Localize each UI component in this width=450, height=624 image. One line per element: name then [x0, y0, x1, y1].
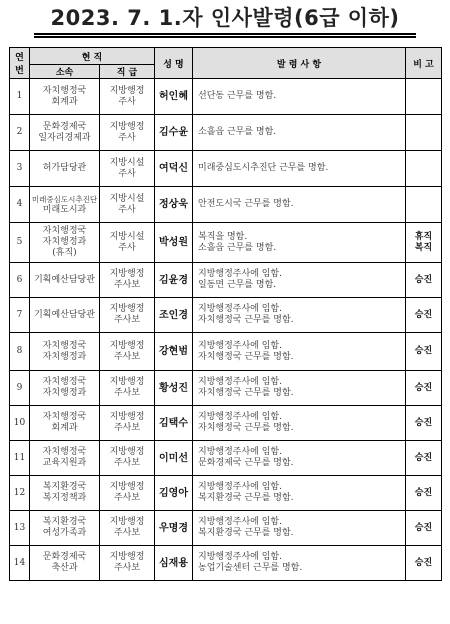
row-department-line: 일자리경제과: [38, 132, 91, 143]
personnel-table: [9, 47, 442, 581]
row-order-line: 지방행정주사에 임함.: [198, 340, 282, 351]
row-rank-line: 지방시설: [109, 231, 145, 242]
row-department: [30, 151, 100, 187]
table-row: [10, 151, 442, 187]
row-rank: [100, 263, 155, 298]
row-order-line: 지방행정주사에 임함.: [198, 377, 282, 387]
row-order: [193, 476, 406, 511]
header-current-position: 현 직: [30, 48, 155, 65]
row-order-line: 소흘읍 근무를 명함.: [198, 127, 277, 137]
row-order-line: 복직을 명함.: [198, 231, 248, 242]
row-order: [193, 371, 406, 406]
row-order: [193, 79, 406, 115]
row-order: [193, 406, 406, 441]
row-note-line: 승진: [414, 382, 433, 393]
row-department: [30, 476, 100, 511]
row-note: [406, 371, 442, 406]
row-order-line: 안전도시국 근무를 명함.: [198, 199, 294, 209]
header-name: 성 명: [155, 48, 193, 79]
row-rank-line: 주사보: [113, 315, 141, 325]
row-department-line: 자치행정국: [42, 226, 87, 236]
row-department-line: 허가담당관: [42, 163, 87, 173]
row-rank-line: 지방행정: [109, 552, 145, 562]
row-number: 8: [10, 333, 30, 371]
row-rank-line: 주사: [118, 168, 136, 179]
row-rank: [100, 115, 155, 151]
row-rank: [100, 441, 155, 476]
row-name: 김윤경: [155, 263, 193, 298]
row-department-line: 미래중심도시추진단: [31, 194, 98, 204]
row-order-line: 문화경제국 근무를 명함.: [198, 458, 294, 468]
table-row: [10, 476, 442, 511]
row-rank-line: 지방행정: [109, 412, 145, 422]
table-row: [10, 263, 442, 298]
row-department-line: (휴직): [52, 248, 77, 258]
row-name: 이미선: [155, 441, 193, 476]
row-rank-line: 지방행정: [109, 447, 145, 457]
row-order-line: 미래중심도시추진단 근무를 명함.: [198, 163, 329, 173]
title-underline-second: [34, 36, 416, 38]
row-order: [193, 151, 406, 187]
row-rank-line: 지방행정: [109, 340, 145, 351]
row-rank: [100, 151, 155, 187]
row-rank: [100, 298, 155, 333]
row-note-line: 승진: [414, 557, 433, 568]
row-department-line: 문화경제국: [42, 552, 87, 562]
row-note-line: 승진: [414, 522, 433, 533]
table-row: [10, 187, 442, 223]
row-note: [406, 406, 442, 441]
row-note: [406, 223, 442, 263]
row-rank-line: 주사보: [113, 280, 141, 290]
row-number: 1: [10, 79, 30, 115]
row-note: [406, 151, 442, 187]
table-row: [10, 511, 442, 546]
row-name: 여덕신: [155, 151, 193, 187]
header-department: 소속: [30, 65, 100, 79]
header-order: 발 령 사 항: [193, 48, 406, 79]
row-rank-line: 주사: [118, 96, 136, 107]
row-department-line: 교육지원과: [42, 458, 87, 468]
row-name: 우명경: [155, 511, 193, 546]
row-number: 7: [10, 298, 30, 333]
table-row: [10, 441, 442, 476]
row-number: 6: [10, 263, 30, 298]
row-order-line: 지방행정주사에 임함.: [198, 269, 282, 279]
row-rank-line: 지방행정: [109, 269, 145, 279]
row-order-line: 소흘읍 근무를 명함.: [198, 242, 277, 253]
row-rank-line: 지방시설: [109, 193, 145, 204]
row-note: [406, 298, 442, 333]
row-order-line: 선단동 근무를 명함.: [198, 91, 277, 101]
row-rank: [100, 187, 155, 223]
row-name: 심재용: [155, 546, 193, 581]
row-note-line: 승진: [414, 452, 433, 463]
row-rank-line: 주사보: [113, 423, 141, 433]
row-note: [406, 333, 442, 371]
table-row: [10, 333, 442, 371]
row-department: [30, 406, 100, 441]
row-rank: [100, 79, 155, 115]
row-name: 박성원: [155, 223, 193, 263]
row-department-line: 자치행정과: [42, 351, 87, 362]
table-row: [10, 79, 442, 115]
row-department: [30, 263, 100, 298]
row-name: 허인혜: [155, 79, 193, 115]
row-rank: [100, 371, 155, 406]
row-rank: [100, 546, 155, 581]
row-department-line: 기획예산담당관: [34, 274, 95, 285]
table-row: [10, 223, 442, 263]
row-department-line: 회계과: [51, 96, 78, 107]
row-note-line: 승진: [414, 274, 433, 285]
row-rank-line: 주사: [118, 242, 136, 253]
row-order: [193, 223, 406, 263]
row-order-line: 복지환경국 근무를 명함.: [198, 493, 294, 503]
row-order-line: 자치행정국 근무를 명함.: [198, 315, 294, 325]
row-order-line: 지방행정주사에 임함.: [198, 552, 282, 562]
row-rank: [100, 511, 155, 546]
row-rank: [100, 406, 155, 441]
row-rank-line: 주사보: [113, 493, 141, 503]
row-name: 김택수: [155, 406, 193, 441]
row-department-line: 자치행정국: [42, 340, 87, 351]
row-department: [30, 187, 100, 223]
table-row: [10, 298, 442, 333]
row-note-line: 승진: [414, 346, 433, 356]
row-department: [30, 115, 100, 151]
row-order: [193, 441, 406, 476]
row-order: [193, 298, 406, 333]
row-order-line: 지방행정주사에 임함.: [198, 517, 282, 527]
row-rank-line: 주사보: [113, 563, 141, 573]
header-note: 비 고: [406, 48, 442, 79]
row-order-line: 자치행정국 근무를 명함.: [198, 388, 294, 398]
row-department-line: 여성가족과: [42, 528, 87, 538]
row-name: 황성진: [155, 371, 193, 406]
row-department: [30, 511, 100, 546]
row-department: [30, 79, 100, 115]
row-department-line: 복지환경국: [42, 482, 87, 492]
row-rank: [100, 476, 155, 511]
row-department-line: 문화경제국: [42, 121, 87, 132]
row-name: 김영아: [155, 476, 193, 511]
row-rank-line: 지방시설: [109, 157, 145, 168]
row-rank-line: 주사: [118, 132, 136, 143]
row-rank: [100, 333, 155, 371]
row-rank-line: 주사보: [113, 528, 141, 538]
table-row: [10, 546, 442, 581]
row-number: 3: [10, 151, 30, 187]
row-number: 12: [10, 476, 30, 511]
row-department-line: 복지환경국: [42, 517, 87, 527]
row-note: [406, 263, 442, 298]
row-rank-line: 지방행정: [109, 482, 145, 492]
row-name: 강현범: [155, 333, 193, 371]
row-rank-line: 주사: [118, 204, 136, 215]
row-department: [30, 298, 100, 333]
row-rank-line: 주사보: [113, 351, 141, 362]
row-department-line: 복지정책과: [42, 493, 87, 503]
row-order-line: 지방행정주사에 임함.: [198, 304, 282, 314]
row-note-line: 복직: [414, 242, 433, 253]
row-department: [30, 546, 100, 581]
row-order: [193, 263, 406, 298]
row-name: 조인경: [155, 298, 193, 333]
row-rank-line: 주사보: [113, 458, 141, 468]
row-name: 김수윤: [155, 115, 193, 151]
header-rank: 직 급: [100, 65, 155, 79]
table-row: [10, 371, 442, 406]
row-department-line: 자치행정국: [42, 412, 87, 422]
row-department-line: 회계과: [51, 423, 78, 433]
row-rank-line: 지방행정: [109, 121, 145, 132]
row-order-line: 농업기술센터 근무를 명함.: [198, 563, 303, 573]
row-number: 10: [10, 406, 30, 441]
row-note: [406, 511, 442, 546]
row-name: 정상욱: [155, 187, 193, 223]
row-order: [193, 546, 406, 581]
row-order: [193, 511, 406, 546]
row-order-line: 자치행정국 근무를 명함.: [198, 351, 294, 362]
row-department: [30, 223, 100, 263]
row-note: [406, 115, 442, 151]
row-rank-line: 지방행정: [109, 304, 145, 314]
row-order-line: 지방행정주사에 임함.: [198, 482, 282, 492]
row-number: 5: [10, 223, 30, 263]
row-number: 11: [10, 441, 30, 476]
row-note: [406, 187, 442, 223]
row-note: [406, 79, 442, 115]
row-rank-line: 지방행정: [109, 85, 145, 96]
row-number: 4: [10, 187, 30, 223]
row-rank-line: 지방행정: [109, 517, 145, 527]
row-order-line: 지방행정주사에 임함.: [198, 412, 282, 422]
row-number: 13: [10, 511, 30, 546]
row-order: [193, 333, 406, 371]
title-underline: [34, 33, 416, 35]
row-department-line: 자치행정과: [42, 237, 87, 247]
row-rank: [100, 223, 155, 263]
row-department-line: 기획예산담당관: [34, 309, 95, 320]
row-order: [193, 187, 406, 223]
row-note-line: 휴직: [414, 231, 433, 242]
header-number: 연 번: [10, 48, 30, 79]
row-rank-line: 지방행정: [109, 377, 145, 387]
table-row: [10, 406, 442, 441]
row-department: [30, 441, 100, 476]
row-department: [30, 371, 100, 406]
row-order-line: 지방행정주사에 임함.: [198, 447, 282, 457]
row-department-line: 축산과: [51, 563, 78, 573]
row-department-line: 자치행정국: [42, 377, 87, 387]
row-department-line: 자치행정국: [42, 447, 87, 457]
row-note-line: 승진: [414, 309, 433, 320]
row-order-line: 복지환경국 근무를 명함.: [198, 528, 294, 538]
row-order-line: 일동면 근무를 명함.: [198, 280, 277, 290]
row-department-line: 미래도시과: [42, 204, 87, 215]
row-department-line: 자치행정국: [42, 85, 87, 96]
row-department-line: 자치행정과: [42, 388, 87, 398]
row-number: 2: [10, 115, 30, 151]
table-row: [10, 115, 442, 151]
row-number: 9: [10, 371, 30, 406]
page-title: 2023. 7. 1.자 인사발령(6급 이하): [50, 6, 400, 30]
row-department: [30, 333, 100, 371]
row-note: [406, 546, 442, 581]
row-order: [193, 115, 406, 151]
row-note: [406, 476, 442, 511]
row-rank-line: 주사보: [113, 388, 141, 398]
row-note-line: 승진: [414, 487, 433, 498]
row-note: [406, 441, 442, 476]
row-order-line: 자치행정국 근무를 명함.: [198, 423, 294, 433]
row-note-line: 승진: [414, 417, 433, 428]
row-number: 14: [10, 546, 30, 581]
